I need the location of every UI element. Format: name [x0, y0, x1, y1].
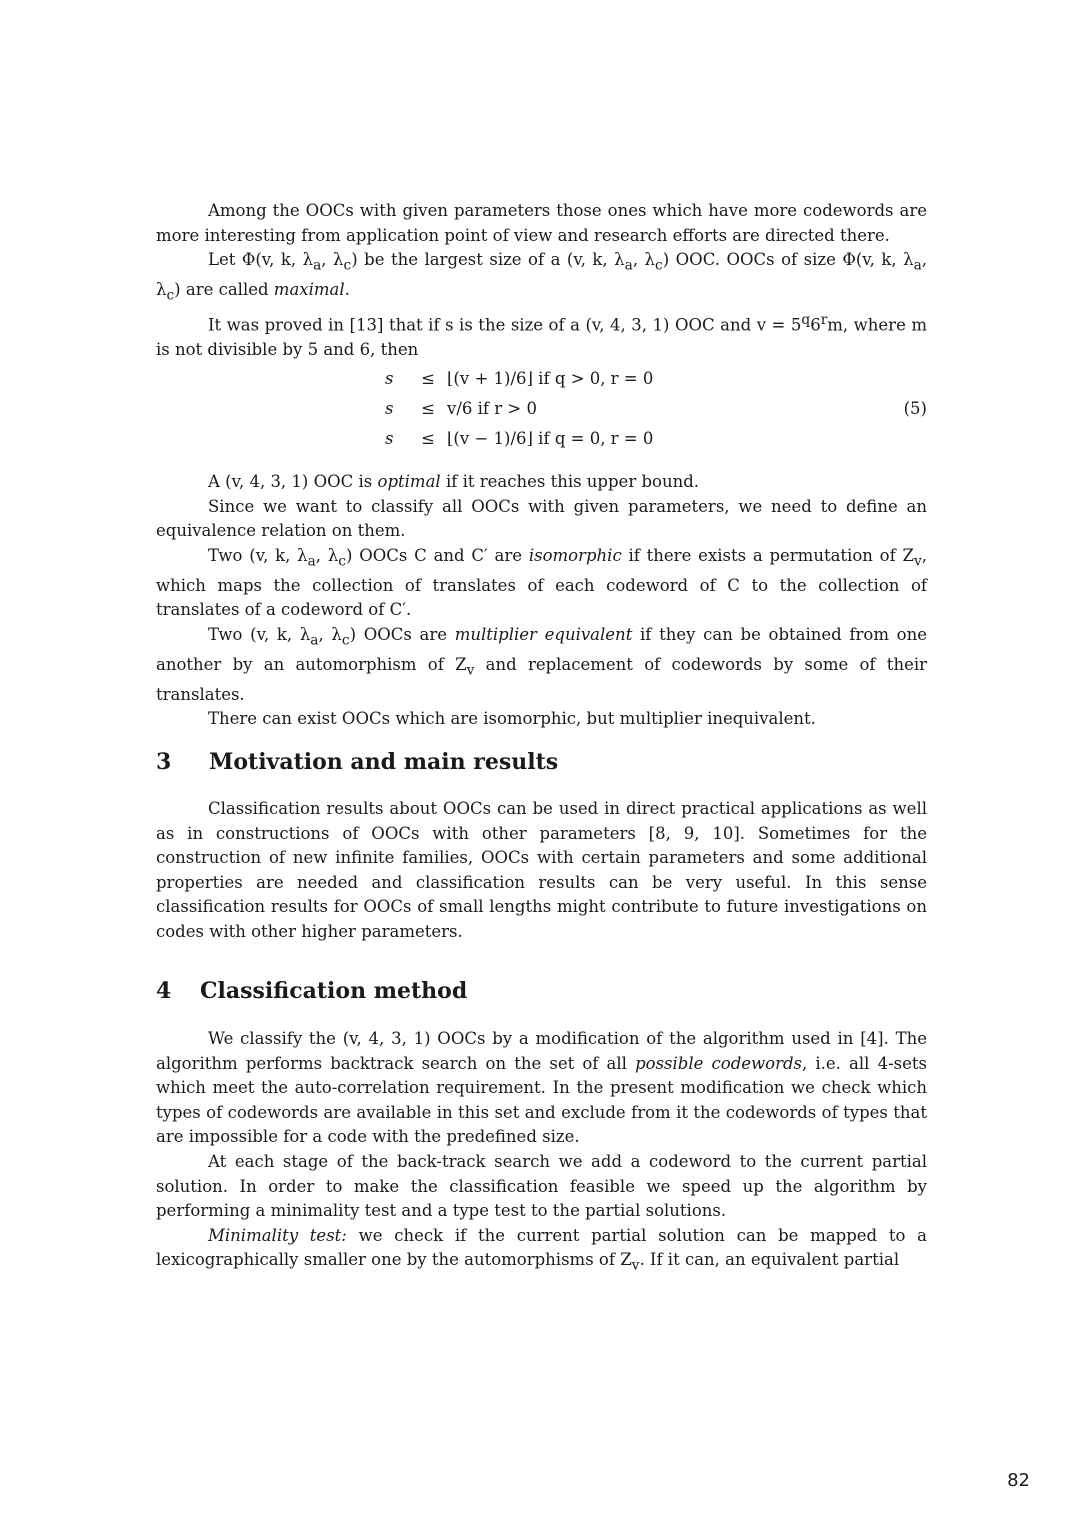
paragraph-backtrack-search: At each stage of the back-track search we add a codeword to the current partial solution. In order to make the classification feasible we speed up the algorithm by performing a minimality test and a type test to the partial solutions. [156, 1151, 927, 1221]
paragraph-bound-statement: It was proved in [13] that if s is the size of a (v, 4, 3, 1) OOC and $v = 5^q6^rm$, where m is not divisible by 5 and 6, then [156, 311, 927, 360]
paragraph-maximal-definition: Let Φ(v, k, $\lambda_a$, $\lambda_c$) be the largest size of a (v, k, $\lambda_a$, $\lambda_c$) OOC. OOCs of size Φ(v, k, $\lambda_a$, $\lambda_c$) are called maximal. [156, 250, 928, 304]
section-3-body [156, 797, 927, 945]
definitions-block [156, 470, 927, 732]
section-3-heading: 3 Motivation and main results [156, 749, 559, 775]
section-4-body [156, 1027, 927, 1278]
paragraph-inequivalent: There can exist OOCs which are isomorphic, but multiplier inequivalent. [208, 709, 816, 729]
paragraph-isomorphic: Two (v, k, $\lambda_a$, $\lambda_c$) OOCs C and C′ are isomorphic if there exists a permutation of $Z_v$, which maps the collection of translates of each codeword of C to the collection of translates of a codeword of C′. [156, 545, 927, 620]
paragraph-minimality-test: Minimality test: we check if the current partial solution can be mapped to a lexicographically smaller one by the automorphisms of $Z_v$. If it can, an equivalent partial [156, 1225, 927, 1274]
paragraph-optimal: A (v, 4, 3, 1) OOC is optimal if it reaches this upper bound. [208, 472, 700, 491]
paragraph-maximal-intro: Among the OOCs with given parameters those ones which have more codewords are more interesting from application point of view and research efforts are directed there. [156, 201, 927, 245]
equation-row: s ≤ ⌊(v − 1)/6⌋ if q = 0, r = 0 [385, 429, 654, 448]
equation-5 [385, 364, 927, 454]
paragraph-equivalence: Since we want to classify all OOCs with given parameters, we need to define an equivalence relation on them. [156, 496, 927, 541]
equation-row: s ≤ v/6 if r > 0 [385, 399, 537, 418]
paragraph-classification-method: We classify the (v, 4, 3, 1) OOCs by a modification of the algorithm used in [4]. The algorithm performs backtrack search on the set of all possible codewords, i.e. all 4-sets which meet the auto-correlation requirement. In the present modification we check which types of codewords are available in this set and exclude from it the codewords of types that are impossible for a code with the predefined size. [156, 1029, 927, 1147]
section-4-heading: 4 Classification method [156, 978, 468, 1004]
paragraph-multiplier-equivalent: Two (v, k, $\lambda_a$, $\lambda_c$) OOCs are multiplier equivalent if they can be obtained from one another by an automorphism of $Z_v$ and replacement of codewords by some of their translates. [156, 624, 927, 704]
intro-block [156, 199, 927, 363]
equation-row: s ≤ ⌊(v + 1)/6⌋ if q > 0, r = 0 [385, 369, 654, 388]
paragraph-motivation: Classification results about OOCs can be used in direct practical applications as well as in constructions of OOCs with other parameters [8, 9, 10]. Sometimes for the construction of new infinite families, OOCs with certain parameters and some additional properties are needed and classification results can be very useful. In this sense classification results for OOCs of small lengths might contribute to future investigations on codes with other higher parameters. [156, 799, 927, 941]
equation-number: (5) [903, 399, 927, 418]
page-number: 82 [1007, 1470, 1030, 1491]
